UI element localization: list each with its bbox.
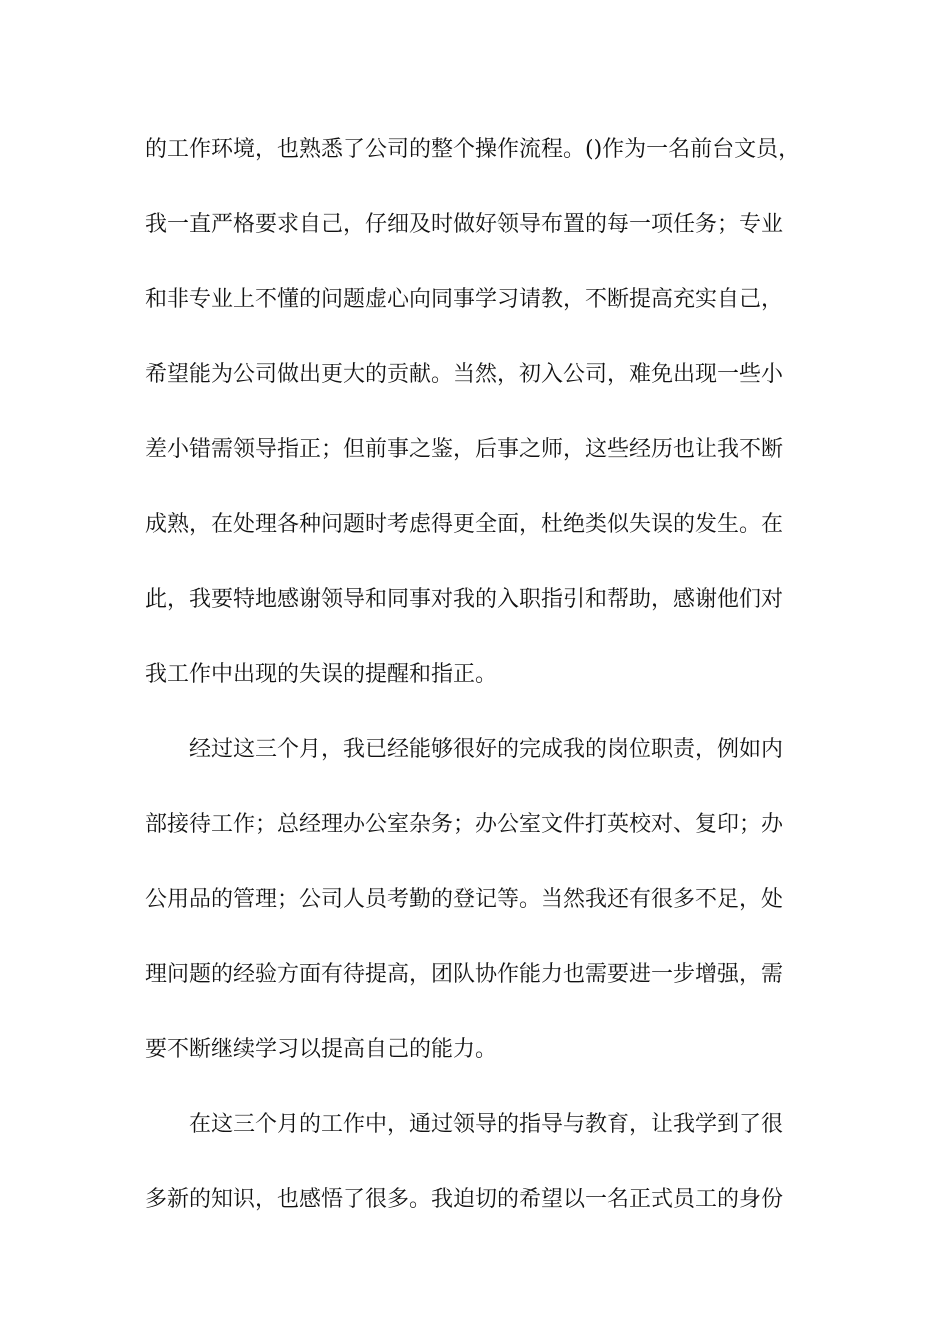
text-line: 我工作中出现的失误的提醒和指正。 — [145, 662, 498, 687]
text-line: 和非专业上不懂的问题虚心向同事学习请教，不断提高充实自己， — [145, 287, 784, 312]
paragraph-first-line: 在这三个月的工作中，通过领导的指导与教育，让我学到了很 — [189, 1112, 784, 1137]
text-line: 理问题的经验方面有待提高，团队协作能力也需要进一步增强，需 — [145, 962, 784, 987]
text-line: 多新的知识，也感悟了很多。我迫切的希望以一名正式员工的身份 — [145, 1187, 784, 1212]
text-line: 要不断继续学习以提高自己的能力。 — [145, 1037, 498, 1062]
text-line: 成熟，在处理各种问题时考虑得更全面，杜绝类似失误的发生。在 — [145, 512, 784, 537]
text-line: 此，我要特地感谢领导和同事对我的入职指引和帮助，感谢他们对 — [145, 587, 784, 612]
text-line: 的工作环境，也熟悉了公司的整个操作流程。()作为一名前台文员， — [145, 137, 801, 162]
paragraph-first-line: 经过这三个月，我已经能够很好的完成我的岗位职责，例如内 — [189, 737, 784, 762]
text-line: 希望能为公司做出更大的贡献。当然，初入公司，难免出现一些小 — [145, 362, 784, 387]
text-line: 部接待工作；总经理办公室杂务；办公室文件打英校对、复印；办 — [145, 812, 784, 837]
text-line: 公用品的管理；公司人员考勤的登记等。当然我还有很多不足，处 — [145, 887, 784, 912]
text-line: 差小错需领导指正；但前事之鉴，后事之师，这些经历也让我不断 — [145, 437, 784, 462]
text-line: 我一直严格要求自己，仔细及时做好领导布置的每一项任务；专业 — [145, 212, 784, 237]
